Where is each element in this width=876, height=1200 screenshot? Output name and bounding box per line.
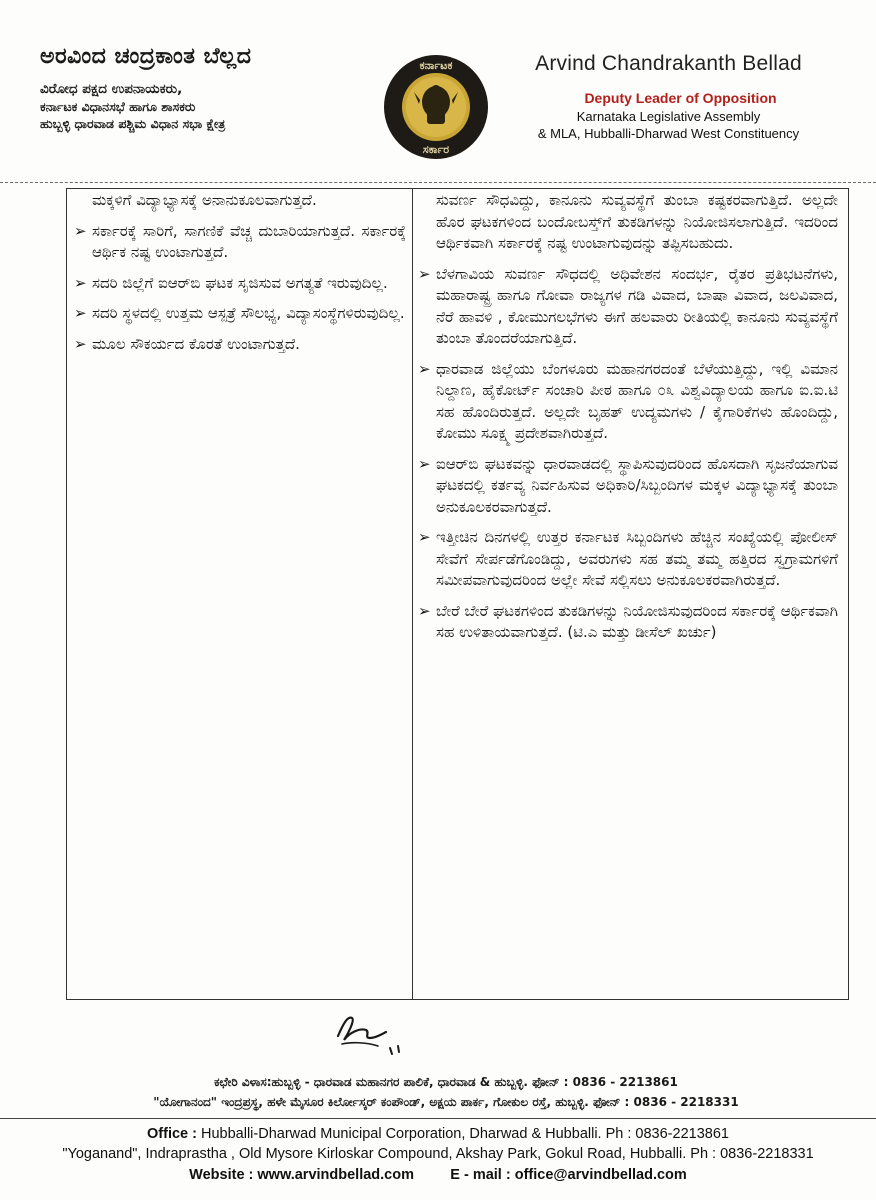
website-link[interactable]: www.arvindbellad.com — [257, 1167, 414, 1183]
website-label: Website : — [189, 1167, 254, 1183]
right-column — [418, 190, 838, 653]
list-item-text: ಸರ್ಕಾರಕ್ಕೆ ಸಾರಿಗೆ, ಸಾಗಣಿಕೆ ವೆಚ್ಚ ದುಬಾರಿಯಾಗುತ್ತದೆ. ಸರ್ಕಾರಕ್ಕೆ ಆರ್ಥಿಕ ನಷ್ಟ ಉಂಟಾಗುತ್ತದೆ. — [92, 221, 406, 261]
office-address-english — [20, 1124, 856, 1144]
residence-address-english: "Yoganand", Indraprastha , Old Mysore Kirloskar Compound, Akshay Park, Gokul Road, Hubballi. Ph : 0836-2218331 — [62, 1146, 814, 1162]
letterhead-kannada — [40, 44, 370, 132]
right-continuation-text: ಸುವರ್ಣ ಸೌಧವಿದ್ದು, ಕಾನೂನು ಸುವ್ಯವಸ್ಥೆಗೆ ತುಂಬಾ ಕಷ್ಟಕರವಾಗುತ್ತಿದೆ. ಅಲ್ಲದೇ ಹೊರ ಘಟಕಗಳಿಂದ ಬಂದೋಬಸ್ತ್‌ಗೆ ತುಕಡಿಗಳನ್ನು ನಿಯೋಜಿಸಲಾಗುತ್ತಿದೆ. ಇದರಿಂದ ಆರ್ಥಿಕವಾಗಿ ಸರ್ಕಾರಕ್ಕೆ ನಷ್ಟ ಉಂಟಾಗುವುದನ್ನು ತಪ್ಪಿಸಬಹುದು. — [436, 191, 838, 252]
name-kannada: ಅರವಿಂದ ಚಂದ್ರಕಾಂತ ಬೆಲ್ಲದ — [40, 44, 252, 69]
name-english: Arvind Chandrakanth Bellad — [535, 52, 802, 75]
arrow-bullet-icon: ➢ — [74, 334, 87, 353]
constituency-english: & MLA, Hubballi-Dharwad West Constituency — [537, 126, 800, 141]
role-english: Deputy Leader of Opposition — [584, 90, 777, 106]
arrow-bullet-icon: ➢ — [418, 601, 431, 620]
footer-english — [20, 1124, 856, 1185]
list-item — [418, 601, 838, 644]
role-kannada: ವಿರೋಧ ಪಕ್ಷದ ಉಪನಾಯಕರು, — [40, 81, 183, 97]
contact-line — [20, 1165, 856, 1185]
list-item — [418, 264, 838, 350]
list-item — [418, 527, 838, 592]
assembly-english: Karnataka Legislative Assembly — [576, 109, 761, 124]
list-item-text: ಬೆಳಗಾವಿಯ ಸುವರ್ಣ ಸೌಧದಲ್ಲಿ ಅಧಿವೇಶನ ಸಂದರ್ಭ, ರೈತರ ಪ್ರತಿಭಟನೆಗಳು, ಮಹಾರಾಷ್ಟ್ರ ಹಾಗೂ ಗೋವಾ ರಾಜ್ಯಗಳ ಗಡಿ ವಿವಾದ, ಬಾಷಾ ವಿವಾದ, ಜಲವಿವಾದ, ನೆರೆ ಹಾವಳಿ , ಕೋಮುಗಲಭೆಗಳು ಈಗೆ ಹಲವಾರು ರೀತಿಯಲ್ಲಿ ಕಾನೂನು ಸುವ್ಯವಸ್ಥೆಗೆ ತುಂಬಾ ತೊಂದರೆಯಾಗುತ್ತಿದೆ. — [436, 264, 838, 347]
list-item-text: ಸದರಿ ಜಿಲ್ಲೆಗೆ ಐಆರ್‌ಬಿ ಘಟಕ ಸೃಜಿಸುವ ಅಗತ್ಯತೆ ಇರುವುದಿಲ್ಲ. — [92, 273, 388, 292]
list-item-text: ಐಆರ್‌ಬಿ ಘಟಕವನ್ನು ಧಾರವಾಡದಲ್ಲಿ ಸ್ಥಾಪಿಸುವುದರಿಂದ ಹೊಸದಾಗಿ ಸೃಜನೆಯಾಗುವ ಘಟಕದಲ್ಲಿ ಕರ್ತವ್ಯ ನಿರ್ವಹಿಸುವ ಅಧಿಕಾರಿ/ಸಿಬ್ಬಂದಿಗಳ ಮಕ್ಕಳ ವಿದ್ಯಾಭ್ಯಾಸಕ್ಕೆ ತುಂಬಾ ಅನುಕೂಲಕರವಾಗುತ್ತದೆ. — [436, 454, 838, 516]
list-item-text: ಬೇರೆ ಬೇರೆ ಘಟಕಗಳಿಂದ ತುಕಡಿಗಳನ್ನು ನಿಯೋಜಿಸುವುದರಿಂದ ಸರ್ಕಾರಕ್ಕೆ ಆರ್ಥಿಕವಾಗಿ ಸಹ ಉಳಿತಾಯವಾಗುತ್ತದೆ. (ಟಿ.ಎ ಮತ್ತು ಡೀಸೆಲ್ ಖರ್ಚು) — [436, 601, 838, 641]
karnataka-govt-emblem-icon — [381, 52, 491, 162]
header-divider — [0, 182, 876, 183]
list-item-text: ಧಾರವಾಡ ಜಿಲ್ಲೆಯು ಬೆಂಗಳೂರು ಮಹಾನಗರದಂತೆ ಬೆಳೆಯುತ್ತಿದ್ದು, ಇಲ್ಲಿ ವಿಮಾನ ನಿಲ್ದಾಣ, ಹೈಕೋರ್ಟ್ ಸಂಚಾರಿ ಪೀಠ ಹಾಗೂ ೦೩ ವಿಶ್ವವಿದ್ಯಾಲಯ ಹಾಗೂ ಐ.ಐ.ಟಿ ಸಹ ಹೊಂದಿರುತ್ತದೆ. ಅಲ್ಲದೇ ಬೃಹತ್ ಉದ್ಯಮಗಳು / ಕೈಗಾರಿಕೆಗಳು ಹೊಂದಿದ್ದು, ಕೋಮು ಸೂಕ್ಷ್ಮ ಪ್ರದೇಶವಾಗಿರುತ್ತದೆ. — [436, 359, 838, 442]
footer-kannada — [46, 1072, 846, 1112]
emblem-text-bottom: ಸರ್ಕಾರ — [422, 143, 450, 156]
list-item — [418, 454, 838, 519]
arrow-bullet-icon: ➢ — [74, 304, 87, 322]
list-item-text: ಇತ್ತೀಚಿನ ದಿನಗಳಲ್ಲಿ ಉತ್ತರ ಕರ್ನಾಟಕ ಸಿಬ್ಬಂದಿಗಳು ಹೆಚ್ಚಿನ ಸಂಖ್ಯೆಯಲ್ಲಿ ಪೋಲೀಸ್ ಸೇವೆಗೆ ಸೇರ್ಪಡೆಗೊಂಡಿದ್ದು, ಅವರುಗಳು ಸಹ ತಮ್ಮ ತಮ್ಮ ಹತ್ತಿರದ ಸ್ವಗ್ರಾಮಗಳಿಗೆ ಸಮೀಪವಾಗುವುದರಿಂದ ಅಲ್ಲೇ ಸೇವೆ ಸಲ್ಲಿಸಲು ಅನುಕೂಲಕರವಾಗಿರುತ್ತದೆ. — [436, 528, 838, 589]
arrow-bullet-icon: ➢ — [74, 221, 87, 240]
residence-address-kannada: "ಯೋಗಾನಂದ" ಇಂದ್ರಪ್ರಸ್ಥ, ಹಳೇ ಮೈಸೂರ ಕಿರ್ಲೋಸ್ಕರ್ ಕಂಪೌಂಡ್, ಅಕ್ಷಯ ಪಾರ್ಕ, ಗೋಕುಲ ರಸ್ತೆ, ಹುಬ್ಬಳ್ಳಿ. ಫೋನ್ : 0836 - 2218331 — [153, 1095, 739, 1109]
office-label: Office : — [147, 1126, 197, 1142]
column-divider — [412, 188, 413, 1000]
letterhead-english — [496, 52, 841, 142]
left-continuation-text: ಮಕ್ಕಳಿಗೆ ವಿದ್ಯಾಭ್ಯಾಸಕ್ಕೆ ಅನಾನುಕೂಲವಾಗುತ್ತದೆ. — [92, 191, 317, 209]
office-address-text: Hubballi-Dharwad Municipal Corporation, Dharwad & Hubballi. Ph : 0836-2213861 — [201, 1126, 729, 1142]
arrow-bullet-icon: ➢ — [418, 264, 431, 283]
left-column — [74, 190, 406, 364]
email-link[interactable]: office@arvindbellad.com — [514, 1167, 687, 1183]
constituency-kannada: ಹುಬ್ಬಳ್ಳಿ ಧಾರವಾಡ ಪಶ್ಚಿಮ ವಿಧಾನ ಸಭಾ ಕ್ಷೇತ್ರ — [40, 116, 226, 131]
list-item — [74, 334, 406, 356]
arrow-bullet-icon: ➢ — [74, 273, 87, 292]
list-item-text: ಮೂಲ ಸೌಕರ್ಯದ ಕೊರತೆ ಉಂಟಾಗುತ್ತದೆ. — [92, 334, 300, 353]
list-item-text: ಸದರಿ ಸ್ಥಳದಲ್ಲಿ ಉತ್ತಮ ಆಸ್ಪತ್ರೆ ಸೌಲಭ್ಯ, ವಿದ್ಯಾಸಂಸ್ಥೆಗಳಿರುವುದಿಲ್ಲ. — [92, 304, 405, 322]
arrow-bullet-icon: ➢ — [418, 454, 431, 473]
list-item — [74, 221, 406, 264]
assembly-kannada: ಕರ್ನಾಟಕ ವಿಧಾನಸಭೆ ಹಾಗೂ ಶಾಸಕರು — [40, 99, 196, 114]
arrow-bullet-icon: ➢ — [418, 359, 431, 378]
list-item — [418, 359, 838, 445]
signature-icon — [330, 1008, 410, 1062]
list-item — [74, 303, 406, 325]
arrow-bullet-icon: ➢ — [418, 528, 431, 546]
list-item — [74, 273, 406, 295]
footer-divider — [0, 1118, 876, 1119]
emblem-text-top: ಕರ್ನಾಟಕ — [419, 59, 453, 72]
email-label: E - mail : — [450, 1167, 511, 1183]
office-address-kannada: ಕಛೇರಿ ವಿಳಾಸ:ಹುಬ್ಬಳ್ಳಿ - ಧಾರವಾಡ ಮಹಾನಗರ ಪಾಲಿಕೆ, ಧಾರವಾಡ & ಹುಬ್ಬಳ್ಳಿ. ಫೋನ್ : 0836 - 2213861 — [214, 1075, 678, 1089]
